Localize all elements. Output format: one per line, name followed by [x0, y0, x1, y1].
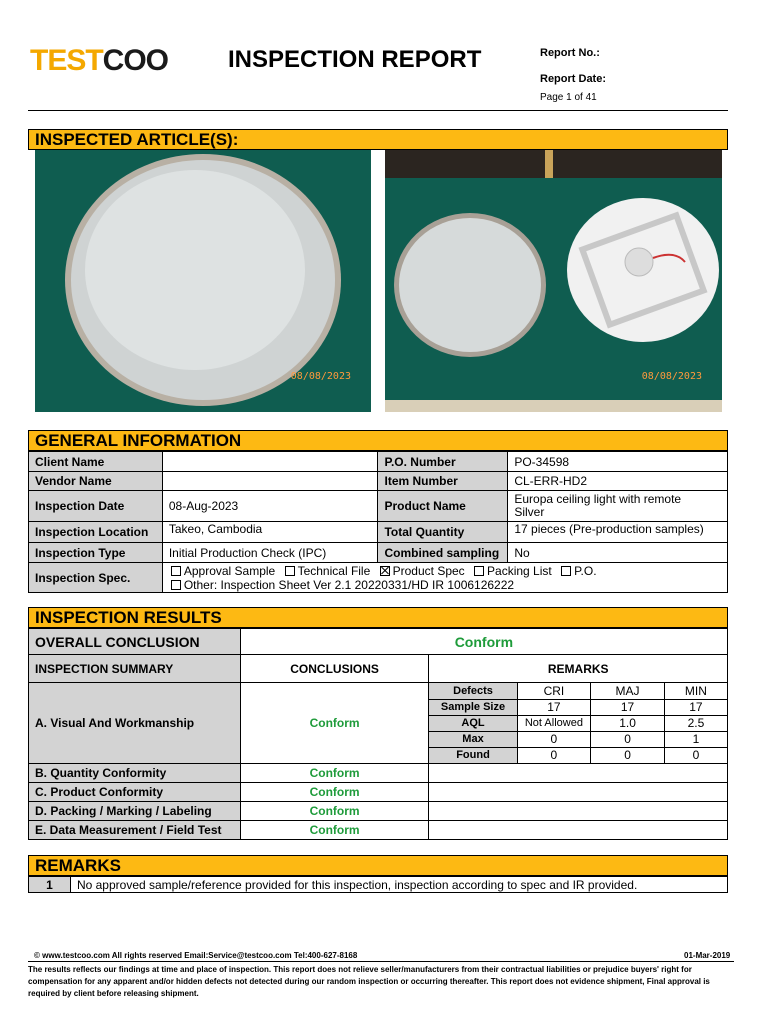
client-name-value: [162, 452, 378, 472]
aql-cri: Not Allowed: [517, 715, 591, 731]
footer-date: 01-Mar-2019: [684, 951, 731, 960]
found-label: Found: [429, 747, 517, 763]
product-conformity-label: C. Product Conformity: [29, 783, 241, 802]
max-cri: 0: [517, 731, 591, 747]
product-conformity-value: Conform: [240, 783, 429, 802]
total-quantity-label: Total Quantity: [378, 522, 508, 543]
found-min: 0: [664, 747, 727, 763]
conclusions-label: CONCLUSIONS: [240, 655, 429, 683]
product-name-line1: Europa ceiling light with remote: [514, 492, 682, 506]
visual-workmanship-value: Conform: [240, 683, 429, 764]
product-name-line2: Silver: [514, 505, 545, 519]
packing-list-label: Packing List: [487, 563, 552, 578]
other-label: Other: Inspection Sheet Ver 2.1 20220331/HD IR 1006126222: [183, 577, 515, 592]
approval-sample-label: Approval Sample: [183, 563, 276, 578]
testcoo-logo: TESTCOO: [30, 44, 169, 77]
po-number-label: P.O. Number: [378, 452, 508, 472]
overall-conclusion-label: OVERALL CONCLUSION: [29, 629, 241, 655]
quantity-remarks: [429, 764, 728, 783]
max-maj: 0: [591, 731, 665, 747]
inspection-date-value: 08-Aug-2023: [162, 491, 378, 522]
sample-cri: 17: [517, 699, 591, 715]
product-spec-label: Product Spec: [392, 563, 465, 578]
min-header: MIN: [664, 683, 727, 699]
general-information-heading: GENERAL INFORMATION: [28, 430, 728, 451]
photo1-date-stamp: 08/08/2023: [290, 371, 351, 382]
packing-marking-label: D. Packing / Marking / Labeling: [29, 802, 241, 821]
footer-copyright: © www.testcoo.com All rights reserved Email:Service@testcoo.com Tel:400-627-8168: [34, 951, 358, 960]
report-no-label: Report No.:: [540, 47, 600, 59]
product-photo-parts: [385, 150, 722, 412]
inspection-location-value: Takeo, Cambodia: [162, 522, 378, 543]
report-title: INSPECTION REPORT: [228, 46, 482, 73]
data-measurement-value: Conform: [240, 821, 429, 840]
product-spec-checkbox[interactable]: [380, 566, 390, 576]
packing-marking-value: Conform: [240, 802, 429, 821]
found-cri: 0: [517, 747, 591, 763]
inspection-results-heading: INSPECTION RESULTS: [28, 607, 728, 628]
aql-min: 2.5: [664, 715, 727, 731]
aql-cell: [429, 683, 728, 764]
po-number-value: PO-34598: [508, 452, 728, 472]
remarks-heading: REMARKS: [28, 855, 728, 876]
sample-size-label: Sample Size: [429, 699, 517, 715]
total-quantity-value: 17 pieces (Pre-production samples): [508, 522, 728, 543]
aql-table: [429, 683, 727, 763]
aql-maj: 1.0: [591, 715, 665, 731]
general-information-table: [28, 451, 728, 593]
remark-text: No approved sample/reference provided for this inspection, inspection according to spec and IR provided.: [70, 877, 727, 893]
inspection-spec-label: Inspection Spec.: [29, 563, 163, 593]
visual-workmanship-label: A. Visual And Workmanship: [29, 683, 241, 764]
combined-sampling-value: No: [508, 543, 728, 563]
sample-min: 17: [664, 699, 727, 715]
defects-label: Defects: [429, 683, 517, 699]
inspection-type-value: Initial Production Check (IPC): [162, 543, 378, 563]
item-number-value: CL-ERR-HD2: [508, 472, 728, 491]
technical-file-checkbox[interactable]: [285, 566, 295, 576]
sample-maj: 17: [591, 699, 665, 715]
inspection-spec-value: [162, 563, 727, 593]
overall-conclusion-value: Conform: [240, 629, 727, 655]
report-date-label: Report Date:: [540, 73, 607, 85]
approval-sample-checkbox[interactable]: [171, 566, 181, 576]
data-remarks: [429, 821, 728, 840]
packing-remarks: [429, 802, 728, 821]
page-info: Page 1 of 41: [540, 92, 597, 103]
packing-list-checkbox[interactable]: [474, 566, 484, 576]
inspection-summary-label: INSPECTION SUMMARY: [29, 655, 241, 683]
client-name-label: Client Name: [29, 452, 163, 472]
aql-label: AQL: [429, 715, 517, 731]
inspected-articles-heading: INSPECTED ARTICLE(S):: [28, 129, 728, 150]
product-name-value: [508, 491, 728, 522]
quantity-conformity-label: B. Quantity Conformity: [29, 764, 241, 783]
header-divider: [28, 110, 728, 111]
vendor-name-label: Vendor Name: [29, 472, 163, 491]
inspection-type-label: Inspection Type: [29, 543, 163, 563]
combined-sampling-label: Combined sampling: [378, 543, 508, 563]
footer-disclaimer: The results reflects our findings at time and place of inspection. This report does not relieve seller/manufacturers from their contractual liabilities or prejudice buyers' right for compensation for any apparent and/or hidden defects not detected during our random inspection or occurring thereafter. This report does not evidence shipment, Final approval is required by client before releasing shipment.: [28, 965, 710, 998]
remark-number: 1: [29, 877, 71, 893]
product-name-label: Product Name: [378, 491, 508, 522]
footer-divider: [28, 961, 734, 962]
inspection-location-label: Inspection Location: [29, 522, 163, 543]
remarks-table: [28, 876, 728, 893]
technical-file-label: Technical File: [297, 563, 371, 578]
item-number-label: Item Number: [378, 472, 508, 491]
max-min: 1: [664, 731, 727, 747]
max-label: Max: [429, 731, 517, 747]
inspection-date-label: Inspection Date: [29, 491, 163, 522]
data-measurement-label: E. Data Measurement / Field Test: [29, 821, 241, 840]
product-photo-front: [35, 150, 371, 412]
remarks-column-label: REMARKS: [429, 655, 728, 683]
quantity-conformity-value: Conform: [240, 764, 429, 783]
product-remarks: [429, 783, 728, 802]
po-label: P.O.: [574, 563, 597, 578]
vendor-name-value: [162, 472, 378, 491]
photo2-date-stamp: 08/08/2023: [641, 371, 702, 382]
inspection-results-table: [28, 628, 728, 840]
found-maj: 0: [591, 747, 665, 763]
maj-header: MAJ: [591, 683, 665, 699]
po-checkbox[interactable]: [561, 566, 571, 576]
other-checkbox[interactable]: [171, 580, 181, 590]
cri-header: CRI: [517, 683, 591, 699]
